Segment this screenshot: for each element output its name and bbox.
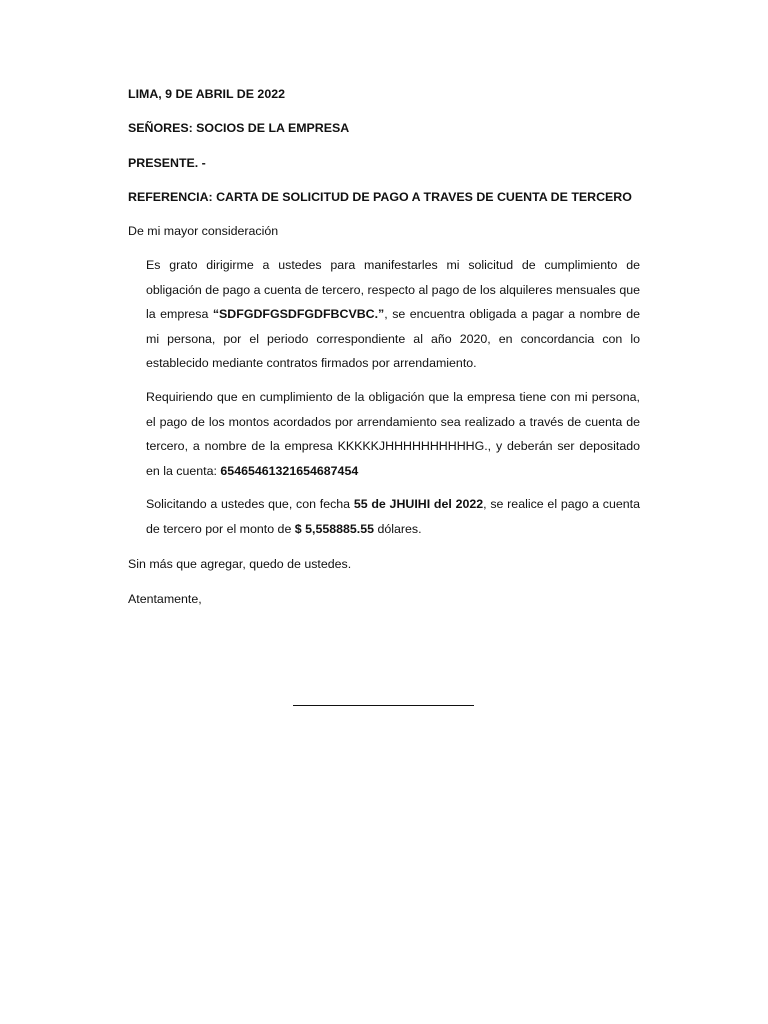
reference-line: REFERENCIA: CARTA DE SOLICITUD DE PAGO A TRAVES DE CUENTA DE TERCERO (128, 190, 632, 204)
paragraph1-text-start: Es grato dirigirme a ustedes para manifestarles mi solicitud de cumplimiento de obligación de pago a cuenta de tercero, respecto al pago de los alquileres mensuales que la empresa (146, 258, 640, 321)
closing-line: Sin más que agregar, quedo de ustedes. (128, 557, 352, 571)
paragraph3-text-start: Solicitando a ustedes que, con fecha (146, 497, 354, 511)
paragraph-payment-request (146, 253, 640, 376)
paragraph-third-party-account (146, 385, 640, 483)
payment-amount: $ 5,558885.55 (294, 521, 375, 536)
paragraph-payment-date-amount (146, 492, 640, 541)
paragraph3-text-middle: , se realice el pago a cuenta de tercero por el monto de (146, 497, 640, 536)
presente-line: PRESENTE. - (128, 156, 206, 170)
signature-line (293, 705, 474, 706)
paragraph1-text-end: , se encuentra obligada a pagar a nombre de mi persona, por el periodo correspondiente al año 2020, en concordancia con lo establecido mediante contratos firmados por arrendamiento. (146, 307, 640, 370)
account-number: 65465461321654687454 (220, 463, 359, 478)
salutation-line: De mi mayor consideración (128, 224, 279, 238)
paragraph2-text: Requiriendo que en cumplimiento de la obligación que la empresa tiene con mi persona, el pago de los montos acordados por arrendamiento sea realizado a través de cuenta de tercero, a nombre de la empresa KKKKKJHHHHHHHHHHG., y deberán ser depositado en la cuenta: (146, 390, 640, 478)
signoff-line: Atentamente, (128, 592, 202, 606)
paragraph3-text-end: dólares. (374, 521, 422, 536)
addressee-line: SEÑORES: SOCIOS DE LA EMPRESA (128, 121, 350, 135)
payment-date: 55 de JHUIHI del 2022 (353, 497, 484, 511)
date-line: LIMA, 9 DE ABRIL DE 2022 (128, 87, 285, 101)
company-name: “SDFGDFGSDFGDFBCVBC.” (212, 307, 385, 321)
